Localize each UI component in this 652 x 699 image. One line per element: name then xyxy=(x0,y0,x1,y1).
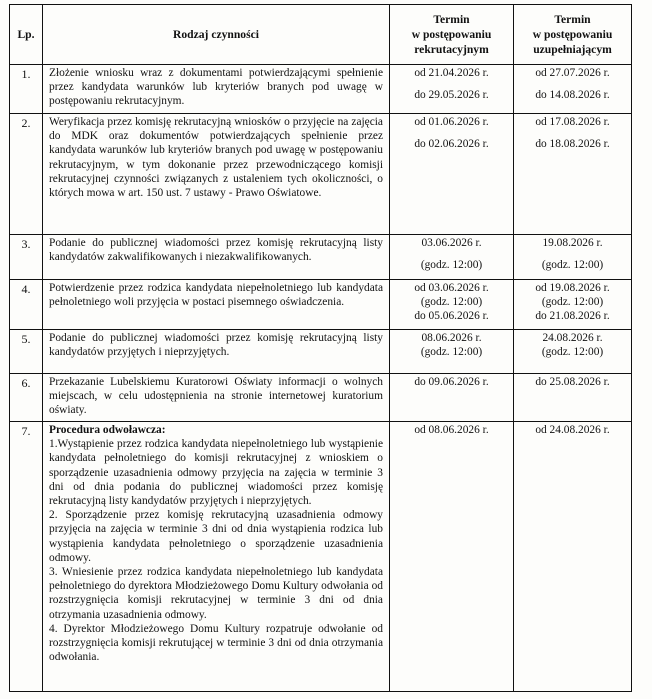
table-row xyxy=(10,374,632,422)
appeal-step: 2. Sporządzenie przez komisję rekrutacyjną uzasadnienia odmowy przyjęcia na zajęcia w terminie 3 dni od dnia wystąpienia rodzica lub wystąpienia kandydata pełnoletniego o sporządzenie uzasadnienia odmowy. xyxy=(49,509,383,564)
supplementary-date xyxy=(514,422,632,692)
table-row xyxy=(10,280,632,330)
activity-description: Podanie do publicznej wiadomości przez komisję rekrutacyjną listy kandydatów przyjętych i nieprzyjętych. xyxy=(43,330,390,374)
date-line: do 02.06.2026 r. xyxy=(414,138,489,151)
supplementary-date xyxy=(514,114,632,235)
row-number: 6. xyxy=(10,374,43,422)
date-line: 24.08.2026 r. xyxy=(542,332,603,344)
date-line: 08.06.2026 r. xyxy=(421,332,482,344)
header-recruitment xyxy=(390,5,514,65)
date-line: od 24.08.2026 r. xyxy=(535,424,610,436)
recruitment-schedule-table xyxy=(9,4,632,692)
supplementary-date xyxy=(514,235,632,280)
header-recruitment-line: Termin xyxy=(433,13,470,26)
date-line: od 08.06.2026 r. xyxy=(414,424,489,436)
header-lp: Lp. xyxy=(10,5,43,65)
row-number: 1. xyxy=(10,65,43,114)
date-line: od 17.08.2026 r. xyxy=(535,116,610,128)
date-line: do 29.05.2026 r. xyxy=(414,89,489,102)
date-line: do 14.08.2026 r. xyxy=(535,89,610,102)
recruitment-date xyxy=(390,235,514,280)
row-number: 4. xyxy=(10,280,43,330)
date-line: od 03.06.2026 r. xyxy=(414,282,489,294)
supplementary-date xyxy=(514,374,632,422)
supplementary-date xyxy=(514,280,632,330)
date-line: do 09.06.2026 r. xyxy=(414,376,489,388)
date-line: od 27.07.2026 r. xyxy=(535,67,610,79)
date-line: (godz. 12:00) xyxy=(541,346,604,359)
activity-description: Podanie do publicznej wiadomości przez komisję rekrutacyjną listy kandydatów zakwalifikowanych i niezakwalifikowanych. xyxy=(43,235,390,280)
appeal-step: 1.Wystąpienie przez rodzica kandydata niepełnoletniego lub wystąpienie kandydata pełnoletniego do komisji rekrutacyjnej z wnioskiem o sporządzenie uzasadnienia odmowy przyjęcia na zajęcia w terminie 3 dni od dnia podania do publicznej wiadomości przez komisję rekrutacyjną listy kandydatów przyjętych i nieprzyjętych. xyxy=(49,438,383,508)
date-line: do 18.08.2026 r. xyxy=(535,138,610,151)
date-line: od 21.04.2026 r. xyxy=(414,67,489,79)
date-line: (godz. 12:00) xyxy=(541,296,604,309)
header-supplementary xyxy=(514,5,632,65)
date-line: 19.08.2026 r. xyxy=(542,237,603,249)
recruitment-date xyxy=(390,330,514,374)
activity-description: Potwierdzenie przez rodzica kandydata niepełnoletniego lub kandydata pełnoletniego woli przyjęcia w postaci pisemnego oświadczenia. xyxy=(43,280,390,330)
appeal-procedure xyxy=(43,422,390,692)
activity-description: Przekazanie Lubelskiemu Kuratorowi Oświaty informacji o wolnych miejscach, w celu udostępnienia na stronie internetowej kuratorium oświaty. xyxy=(43,374,390,422)
appeal-step: 3. Wniesienie przez rodzica kandydata niepełnoletniego lub kandydata pełnoletniego do dyrektora Młodzieżowego Domu Kultury odwołania od rozstrzygnięcia komisji rekrutacyjnej w terminie 3 dni od dnia otrzymania uzasadnienia odmowy. xyxy=(49,566,383,621)
date-line: od 01.06.2026 r. xyxy=(414,116,489,128)
header-recruitment-line: w postępowaniu xyxy=(411,28,492,41)
date-line: od 19.08.2026 r. xyxy=(535,282,610,294)
date-line: do 05.06.2026 r. xyxy=(414,310,489,323)
table-row xyxy=(10,114,632,235)
appeal-step: 4. Dyrektor Młodzieżowego Domu Kultury rozpatruje odwołanie od rozstrzygnięcia komisji rekrutującej w terminie 3 dni od dnia otrzymania odwołania. xyxy=(49,622,383,664)
table-row xyxy=(10,235,632,280)
date-line: (godz. 12:00) xyxy=(420,259,483,272)
recruitment-date xyxy=(390,422,514,692)
activity-description: Weryfikacja przez komisję rekrutacyjną wniosków o przyjęcie na zajęcia do MDK oraz dokumentów potwierdzających spełnienie przez kandydata warunków lub kryteriów branych pod uwagę w postępowaniu rekrutacyjnym, w tym dokonanie przez przewodniczącego komisji rekrutacyjnej czynności związanych z ustaleniem tych okoliczności, o których mowa w art. 150 ust. 7 ustawy - Prawo Oświatowe. xyxy=(43,114,390,235)
date-line: (godz. 12:00) xyxy=(541,259,604,272)
header-supplementary-line: Termin xyxy=(554,13,591,26)
appeal-procedure-title: Procedura odwoławcza: xyxy=(49,424,166,436)
row-number: 5. xyxy=(10,330,43,374)
header-supplementary-line: w postępowaniu xyxy=(532,28,613,41)
supplementary-date xyxy=(514,330,632,374)
row-number: 3. xyxy=(10,235,43,280)
recruitment-date xyxy=(390,374,514,422)
header-row xyxy=(10,5,632,65)
date-line: (godz. 12:00) xyxy=(420,346,483,359)
table-row xyxy=(10,422,632,692)
header-recruitment-line: rekrutacyjnym xyxy=(414,43,489,56)
header-supplementary-line: uzupełniającym xyxy=(533,43,612,56)
activity-description: Złożenie wniosku wraz z dokumentami potwierdzającymi spełnienie przez kandydata warunków lub kryteriów branych pod uwagę w postępowaniu rekrutacyjnym. xyxy=(43,65,390,114)
recruitment-date xyxy=(390,65,514,114)
row-number: 7. xyxy=(10,422,43,692)
supplementary-date xyxy=(514,65,632,114)
date-line: do 21.08.2026 r. xyxy=(535,310,610,323)
header-activity: Rodzaj czynności xyxy=(43,5,390,65)
table-row xyxy=(10,65,632,114)
row-number: 2. xyxy=(10,114,43,235)
recruitment-date xyxy=(390,280,514,330)
date-line: 03.06.2026 r. xyxy=(421,237,482,249)
date-line: (godz. 12:00) xyxy=(420,296,483,309)
table-row xyxy=(10,330,632,374)
date-line: do 25.08.2026 r. xyxy=(535,376,610,388)
recruitment-date xyxy=(390,114,514,235)
